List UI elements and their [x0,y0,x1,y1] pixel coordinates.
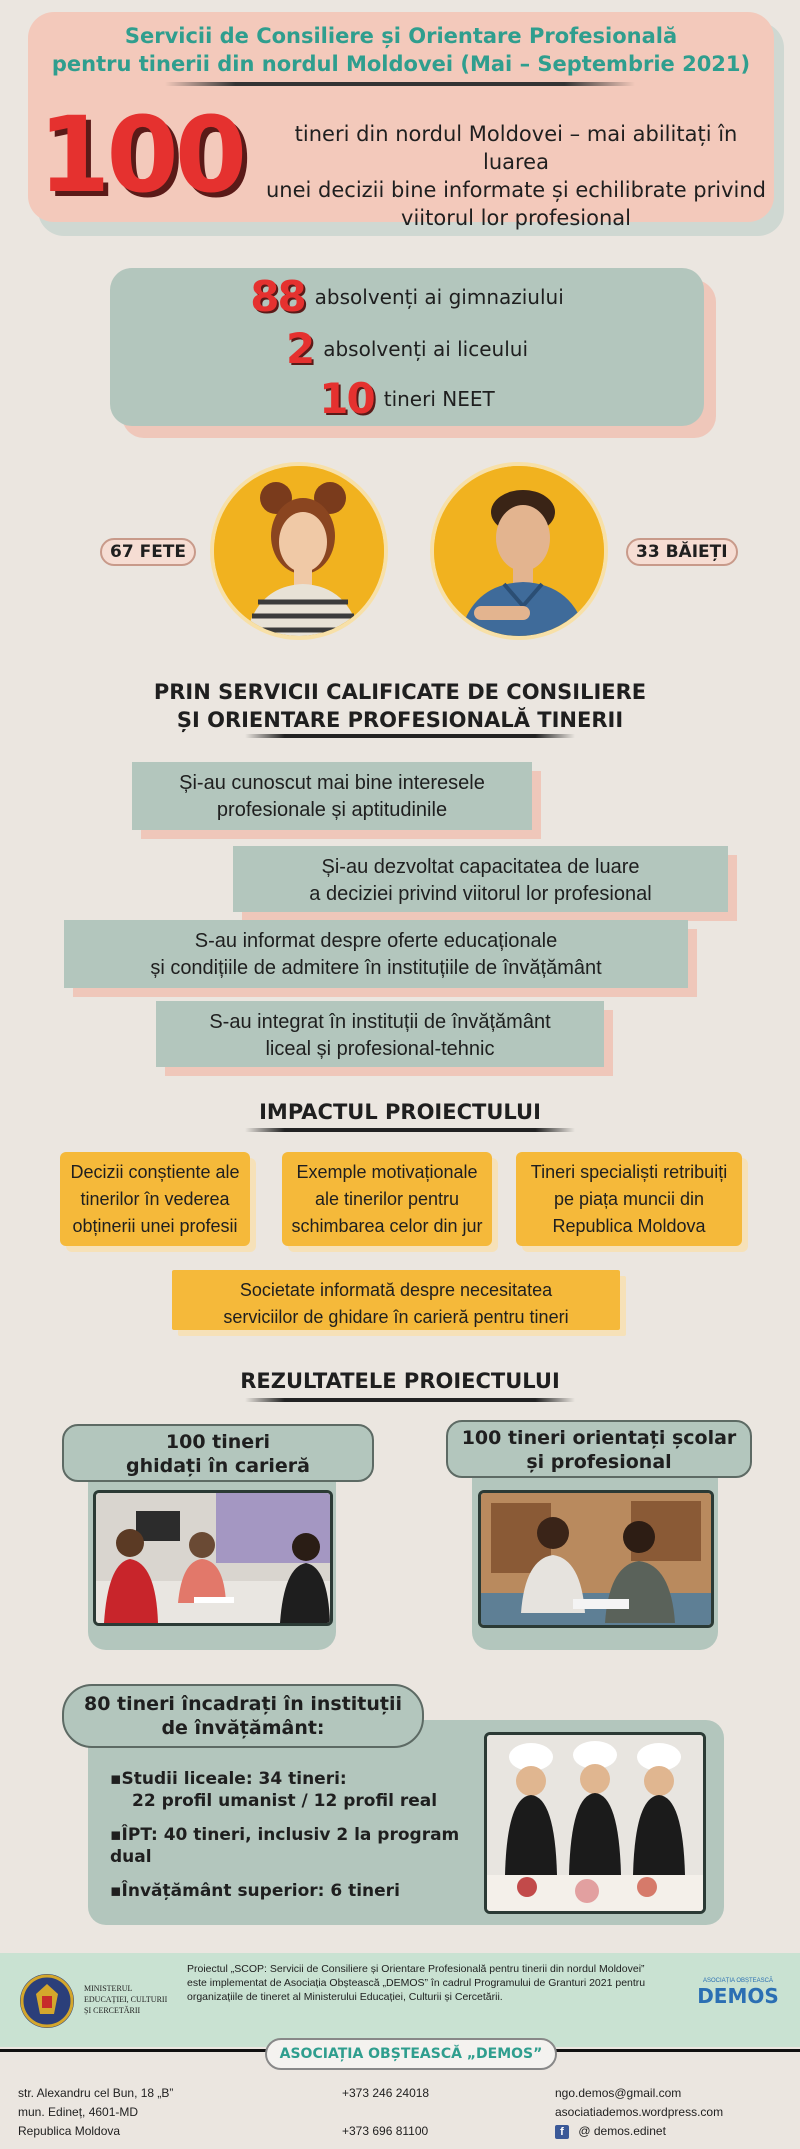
boy-portrait [430,462,608,640]
demos-logo-text: DEMOS [697,1984,779,2008]
impact-text: Societate informată despre necesitatea [239,1280,553,1300]
result-tag-right [446,1420,752,1478]
header-text-line: unei decizii bine informate și echilibrate privind [265,178,766,202]
service-text: și condițiile de admitere în instituțiile de învățământ [150,957,602,979]
result-text: și profesional [526,1451,672,1473]
impact-item [282,1152,492,1246]
impact-item [60,1152,250,1246]
services-divider [245,734,575,738]
list-item: ▪Studii liceale: 34 tineri: [110,1769,347,1789]
phone-link[interactable]: +373 696 81100 [342,2124,429,2138]
phone-link[interactable]: +373 246 24018 [342,2086,430,2100]
enrollment-list [110,1768,490,1902]
result-text: 80 tineri încadrați în instituții [84,1693,402,1715]
header-description [262,120,770,232]
service-item [233,846,728,912]
facebook-handle: @ demos.edinet [578,2124,666,2138]
stat-label: tineri NEET [383,386,495,411]
impact-text: schimbarea celor din jur [291,1216,483,1236]
list-item-text: ÎPT: 40 tineri, inclusiv 2 la program dual [110,1825,460,1867]
header-text-line: viitorul lor profesional [401,206,631,230]
result-tag-bottom [62,1684,424,1748]
stat-label: absolvenți ai liceului [323,336,529,361]
result-tag-left [62,1424,374,1482]
phone-block [342,2084,429,2141]
contact-block [555,2084,723,2141]
stat-row [110,374,704,423]
stat-row [110,272,704,321]
title-divider [165,82,635,86]
stat-number: 10 [319,374,374,423]
demos-logo-small: ASOCIAȚIA OBȘTEASCĂ [702,1978,774,1984]
service-text: S-au informat despre oferte educaționale [194,930,558,952]
project-text: organizațiile de tineret al Ministerului Educației, Culturii și Cercetării. [187,1991,503,2003]
address-line: mun. Edineț, 4601-MD [18,2105,139,2119]
org-name-badge: ASOCIAȚIA OBȘTEASCĂ „DEMOS” [265,2038,557,2070]
service-item [132,762,532,830]
title-line-2: pentru tinerii din nordul Moldovei (Mai – Septembrie 2021) [51,52,751,76]
big-number: 100 [38,94,244,216]
facebook-icon: f [555,2125,569,2139]
impact-text: obținerii unei profesii [72,1216,238,1236]
ministry-text: ȘI CERCETĂRII [84,2006,141,2015]
impact-title: IMPACTUL PROIECTULUI [259,1100,541,1124]
services-title-line: PRIN SERVICII CALIFICATE DE CONSILIERE [153,680,647,704]
result-text: ghidați în carieră [126,1455,310,1477]
stat-row [110,324,704,373]
ministry-text: EDUCAȚIEI, CULTURII [84,1995,168,2004]
result-text: 100 tineri [165,1431,271,1453]
impact-text: ale tinerilor pentru [314,1189,460,1209]
impact-text: serviciilor de ghidare în carieră pentru tineri [223,1307,569,1327]
list-item: ▪Învățământ superior: 6 tineri [110,1881,400,1901]
address-line: str. Alexandru cel Bun, 18 „B” [18,2086,174,2100]
ministry-text: MINISTERUL [84,1984,133,1993]
results-title: REZULTATELE PROIECTULUI [240,1369,560,1393]
stat-label: absolvenți ai gimnaziului [314,284,564,309]
impact-text: Exemple motivaționale [296,1162,478,1182]
cooking-students-photo [484,1732,706,1914]
boys-count-badge: 33 BĂIEȚI [626,538,738,566]
website-link[interactable]: asociatiademos.wordpress.com [555,2105,724,2119]
stat-number: 88 [250,272,305,321]
project-description [187,1962,687,2004]
page-title [28,22,774,78]
email-link[interactable]: ngo.demos@gmail.com [555,2086,682,2100]
result-text: de învățământ: [161,1717,325,1739]
services-title [0,678,800,734]
impact-divider [245,1128,575,1132]
services-title-line: ȘI ORIENTARE PROFESIONALĂ TINERII [176,708,624,732]
counseling-photo-1 [93,1490,333,1626]
service-text: a deciziei privind viitorul lor profesional [309,883,652,905]
girl-portrait [210,462,388,640]
service-text: S-au integrat în instituții de învățământ [209,1011,551,1033]
ministry-emblem-icon [20,1974,74,2028]
service-text: liceal și profesional-tehnic [265,1038,495,1060]
impact-item [516,1152,742,1246]
service-text: Și-au dezvoltat capacitatea de luare [321,856,640,878]
facebook-row[interactable] [555,2122,723,2141]
results-divider [245,1398,575,1402]
service-text: profesionale și aptitudinile [216,799,448,821]
address-line: Republica Moldova [18,2124,121,2138]
list-item-text: Studii liceale: 34 tineri: [121,1769,347,1789]
title-line-1: Servicii de Consiliere și Orientare Profesională [124,24,678,48]
header-text-line: tineri din nordul Moldovei – mai abilitați în luarea [294,122,738,174]
demos-logo [688,1978,788,2008]
ministry-name [84,1983,167,2016]
impact-text: Republica Moldova [552,1216,706,1236]
impact-text: tinerilor în vederea [80,1189,230,1209]
impact-wide-item [172,1270,620,1330]
stat-number: 2 [285,324,314,373]
list-item-sub: 22 profil umanist / 12 profil real [132,1791,438,1811]
list-item: ▪ÎPT: 40 tineri, inclusiv 2 la program dual [110,1825,460,1867]
project-text: Proiectul „SCOP: Servicii de Consiliere și Orientare Profesională pentru tinerii din nordul Moldovei” [187,1963,645,1975]
girls-count-badge: 67 FETE [100,538,196,566]
impact-text: pe piața muncii din [553,1189,705,1209]
address-block [18,2084,173,2141]
project-text: este implementat de Asociația Obștească „DEMOS” în cadrul Programului de Granturi 2021 pentru [187,1977,646,1989]
counseling-photo-2 [478,1490,714,1628]
service-item [64,920,688,988]
impact-text: Decizii conștiente ale [70,1162,240,1182]
list-item-text: Învățământ superior: 6 tineri [121,1881,400,1901]
service-item [156,1001,604,1067]
impact-text: Tineri specialiști retribuiți [530,1162,728,1182]
result-text: 100 tineri orientați școlar [461,1427,737,1449]
service-text: Și-au cunoscut mai bine interesele [179,772,485,794]
